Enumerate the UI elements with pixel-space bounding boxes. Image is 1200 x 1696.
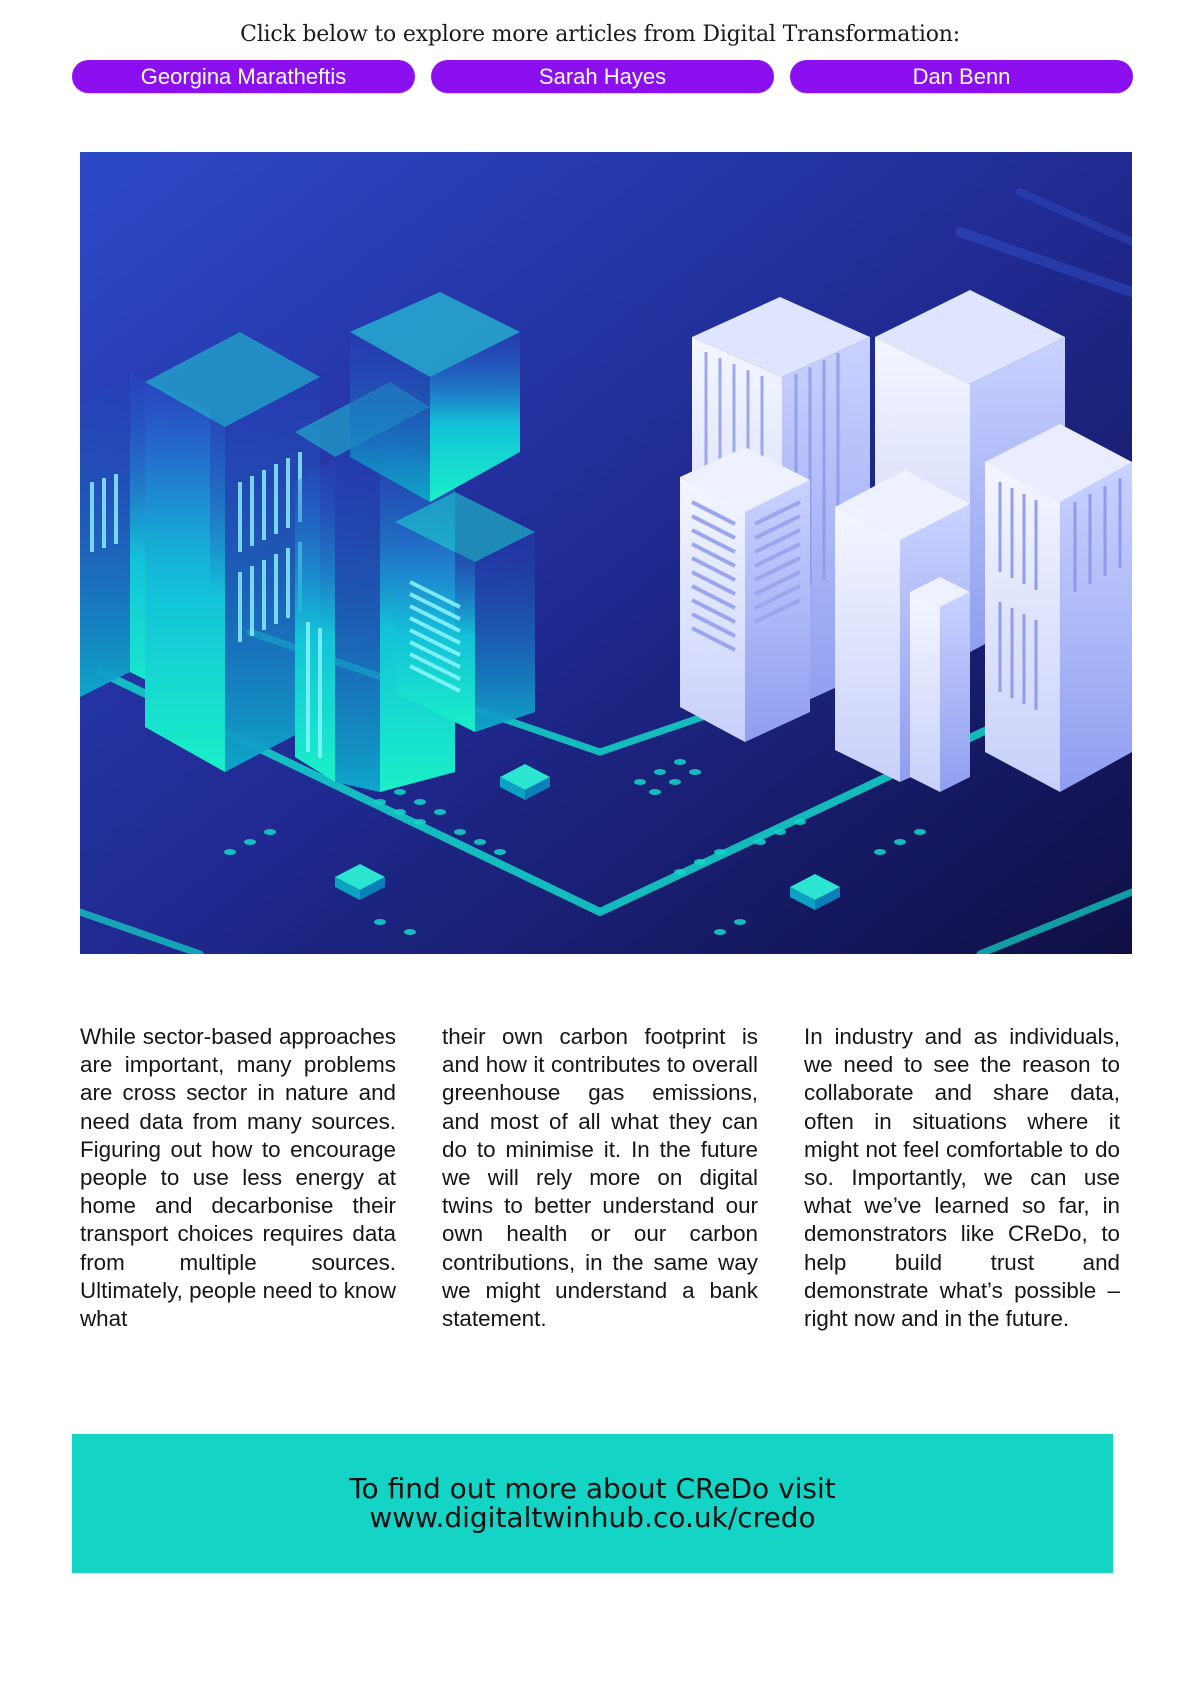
intro-text: Click below to explore more articles from Digital Transformation:: [240, 22, 960, 47]
hero-illustration: [80, 152, 1132, 954]
cta-link[interactable]: www.digitaltwinhub.co.uk/credo: [369, 1501, 816, 1534]
cta-banner: [72, 1434, 1113, 1573]
author-button-sarah[interactable]: Sarah Hayes: [431, 60, 774, 93]
body-column-1: While sector-based approaches are important, many problems are cross sector in nature and need data from many sources. Figuring out how to encourage people to use less energy at home and decarbonise their transport choices requires data from multiple sources. Ultimately, people need to know what: [80, 1024, 396, 1332]
cta-text: To find out more about CReDo visit: [349, 1472, 836, 1505]
white-towers: [680, 290, 1132, 792]
body-column-2: their own carbon footprint is and how it contributes to overall greenhouse gas emissions, and most of all what they can do to minimise it. In the future we will rely more on digital twins to better understand our own health or our carbon contributions, in the same way we might understand a bank statement.: [442, 1024, 758, 1332]
author-button-dan[interactable]: Dan Benn: [790, 60, 1133, 93]
body-column-3: In industry and as individuals, we need to see the reason to collaborate and share data, often in situations where it might not feel comfortable to do so. Importantly, we can use what we’ve learned so far, in demonstrators like CReDo, to help build trust and demonstrate what’s possible – right now and in the future.: [804, 1024, 1120, 1332]
author-button-georgina[interactable]: Georgina Maratheftis: [72, 60, 415, 93]
